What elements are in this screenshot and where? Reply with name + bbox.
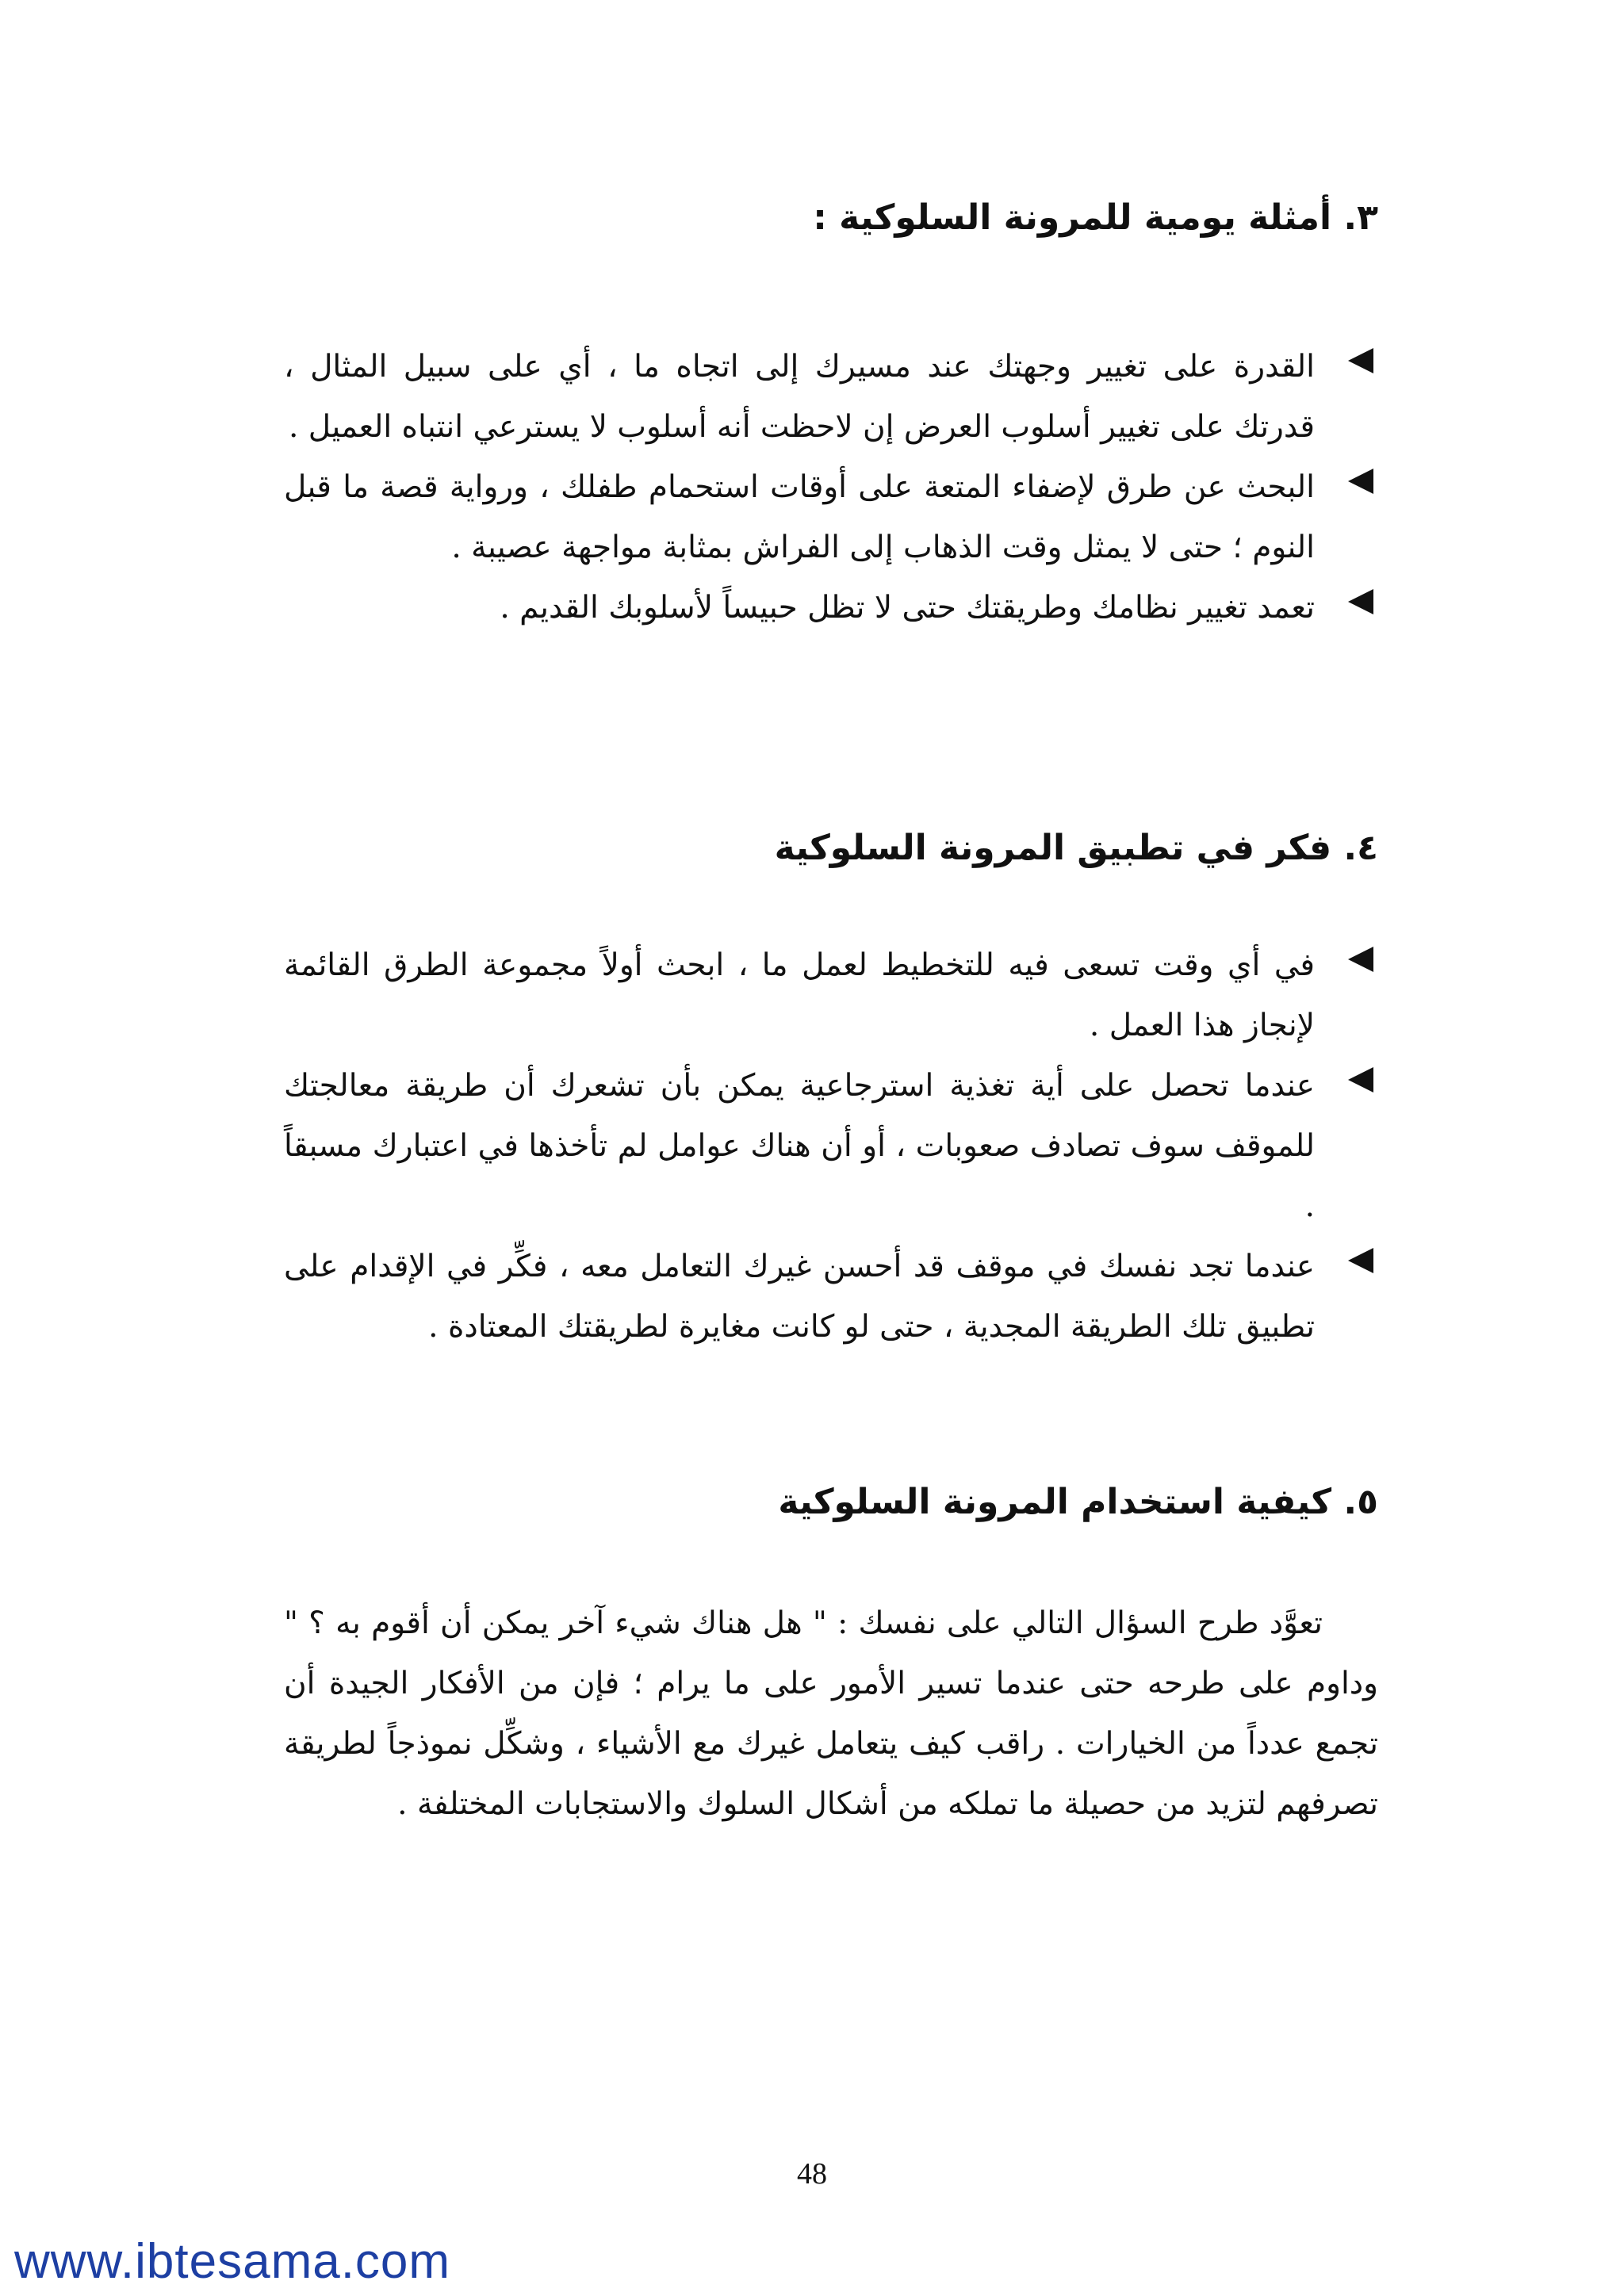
list-item [284,457,1378,578]
list-item [284,578,1378,638]
list-item [284,936,1378,1056]
page-number: 48 [797,2157,827,2191]
left-pointing-triangle-icon [1343,584,1378,619]
list-item [284,1237,1378,1357]
section-heading-3: ٣. أمثلة يومية للمرونة السلوكية : [813,197,1378,238]
left-pointing-triangle-icon [1343,942,1378,977]
section-heading-4: ٤. فكر في تطبيق المرونة السلوكية [774,828,1378,868]
left-pointing-triangle-icon [1343,1062,1378,1097]
bullet-text: تعمد تغيير نظامك وطريقتك حتى لا تظل حبيساً لأسلوبك القديم . [500,590,1315,626]
section-4-bullet-list [284,936,1378,1357]
list-item [284,337,1378,457]
body-paragraph: تعوَّد طرح السؤال التالي على نفسك : " هل هناك شيء آخر يمكن أن أقوم به ؟ " وداوم على طرحه حتى عندما تسير الأمور على ما يرام ؛ فإن من الأفكار الجيدة أن تجمع عدداً من الخيارات . راقب كيف يتعامل غيرك مع الأشياء ، وشكِّل نموذجاً لطريقة تصرفهم لتزيد من حصيلة ما تملكه من أشكال السلوك والاستجابات المختلفة . [284,1605,1378,1822]
bullet-text: في أي وقت تسعى فيه للتخطيط لعمل ما ، ابحث أولاً مجموعة الطرق القائمة لإنجاز هذا العمل . [284,947,1315,1043]
left-pointing-triangle-icon [1343,1243,1378,1278]
site-watermark: www.ibtesama.com [14,2234,451,2289]
section-heading-5: ٥. كيفية استخدام المرونة السلوكية [778,1482,1378,1522]
bullet-text: عندما تجد نفسك في موقف قد أحسن غيرك التعامل معه ، فكِّر في الإقدام على تطبيق تلك الطريقة المجدية ، حتى لو كانت مغايرة لطريقتك المعتادة . [284,1249,1315,1345]
bullet-text: عندما تحصل على أية تغذية استرجاعية يمكن بأن تشعرك أن طريقة معالجتك للموقف سوف تصادف صعوبات ، أو أن هناك عوامل لم تأخذها في اعتبارك مسبقاً . [284,1068,1315,1224]
list-item [284,1056,1378,1237]
left-pointing-triangle-icon [1343,464,1378,499]
bullet-text: البحث عن طرق لإضفاء المتعة على أوقات استحمام طفلك ، ورواية قصة ما قبل النوم ؛ حتى لا يمثل وقت الذهاب إلى الفراش بمثابة مواجهة عصيبة . [284,469,1315,565]
bullet-text: القدرة على تغيير وجهتك عند مسيرك إلى اتجاه ما ، أي على سبيل المثال ، قدرتك على تغيير أسلوب العرض إن لاحظت أنه أسلوب لا يسترعي انتباه العميل . [284,349,1315,445]
left-pointing-triangle-icon [1343,343,1378,378]
section-3-bullet-list [284,337,1378,638]
